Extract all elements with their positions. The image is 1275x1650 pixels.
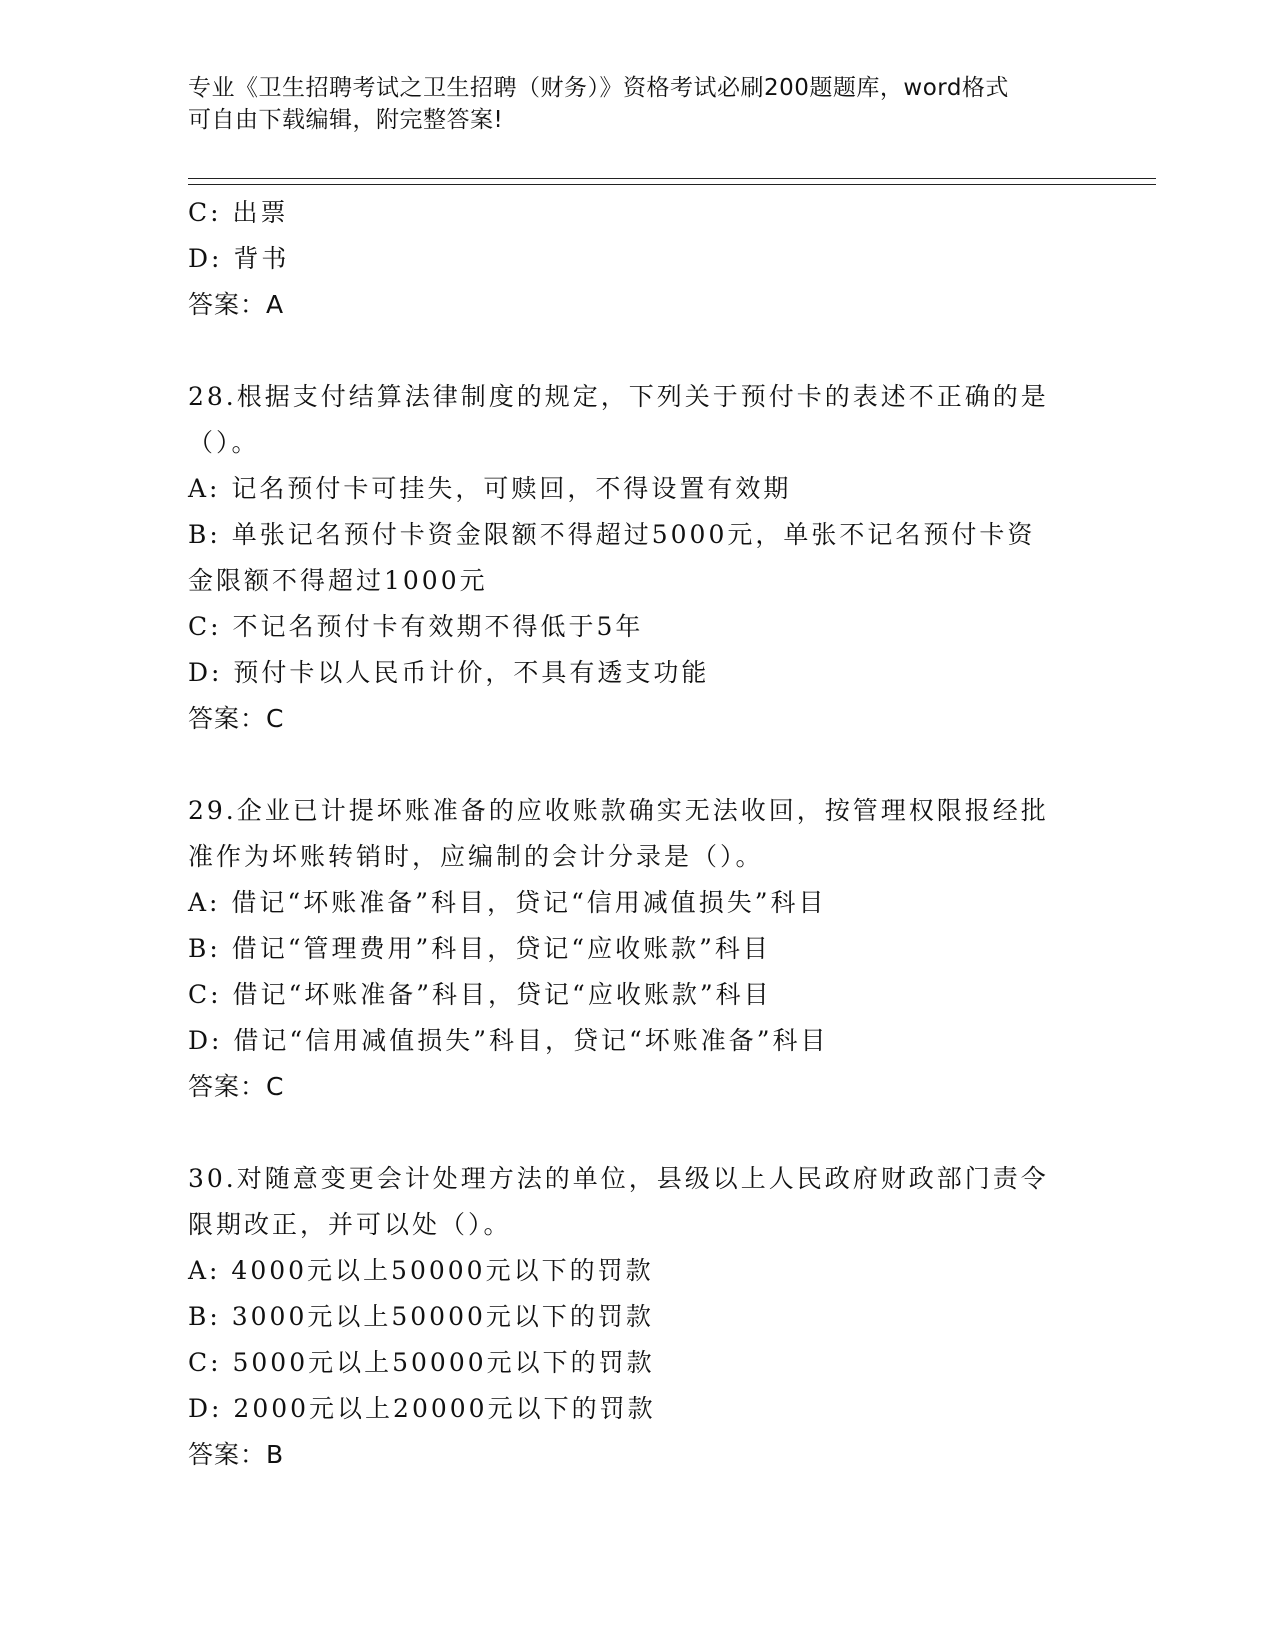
option-a: A: 记名预付卡可挂失，可赎回，不得设置有效期 <box>188 474 792 503</box>
answer: 答案：B <box>188 1440 285 1469</box>
option-a: A: 4000元以上50000元以下的罚款 <box>188 1256 654 1285</box>
question-stem: 准作为坏账转销时，应编制的会计分录是（）。 <box>188 842 764 871</box>
option-c: C: 不记名预付卡有效期不得低于5年 <box>188 612 644 641</box>
option-d: D: 2000元以上20000元以下的罚款 <box>188 1394 656 1423</box>
question-stem: 限期改正，并可以处（）。 <box>188 1210 512 1239</box>
option-a: A: 借记“坏账准备”科目，贷记“信用减值损失”科目 <box>188 888 827 917</box>
document-header <box>188 72 1088 136</box>
header-line-2: 可自由下载编辑，附完整答案! <box>188 107 504 133</box>
option-b: B: 借记“管理费用”科目，贷记“应收账款”科目 <box>188 934 771 963</box>
answer: 答案：C <box>188 704 285 733</box>
option-d: D: 借记“信用减值损失”科目，贷记“坏账准备”科目 <box>188 1026 829 1055</box>
question-stem: 29.企业已计提坏账准备的应收账款确实无法收回，按管理权限报经批 <box>188 796 1049 825</box>
spacer <box>188 742 1088 788</box>
question-list <box>188 190 1088 1478</box>
answer: 答案：A <box>188 290 285 319</box>
option-b-continued: 金限额不得超过1000元 <box>188 566 488 595</box>
option-c: C: 5000元以上50000元以下的罚款 <box>188 1348 655 1377</box>
answer: 答案：C <box>188 1072 285 1101</box>
spacer <box>188 1110 1088 1156</box>
question-30 <box>188 1156 1088 1478</box>
header-divider-top <box>188 178 1156 179</box>
question-28 <box>188 374 1088 742</box>
question-stem: （）。 <box>188 428 260 457</box>
option-b: B: 3000元以上50000元以下的罚款 <box>188 1302 654 1331</box>
question-stem: 28.根据支付结算法律制度的规定，下列关于预付卡的表述不正确的是 <box>188 382 1049 411</box>
previous-question-tail <box>188 190 1088 328</box>
question-stem: 30.对随意变更会计处理方法的单位，县级以上人民政府财政部门责令 <box>188 1164 1049 1193</box>
spacer <box>188 328 1088 374</box>
option-d: D: 预付卡以人民币计价，不具有透支功能 <box>188 658 710 687</box>
option-c: C: 出票 <box>188 198 289 227</box>
header-line-1: 专业《卫生招聘考试之卫生招聘（财务）》资格考试必刷200题题库，word格式 <box>188 75 1009 101</box>
option-d: D: 背书 <box>188 244 290 273</box>
header-divider-bottom <box>188 184 1156 185</box>
question-29 <box>188 788 1088 1110</box>
option-c: C: 借记“坏账准备”科目，贷记“应收账款”科目 <box>188 980 772 1009</box>
option-b: B: 单张记名预付卡资金限额不得超过5000元，单张不记名预付卡资 <box>188 520 1036 549</box>
